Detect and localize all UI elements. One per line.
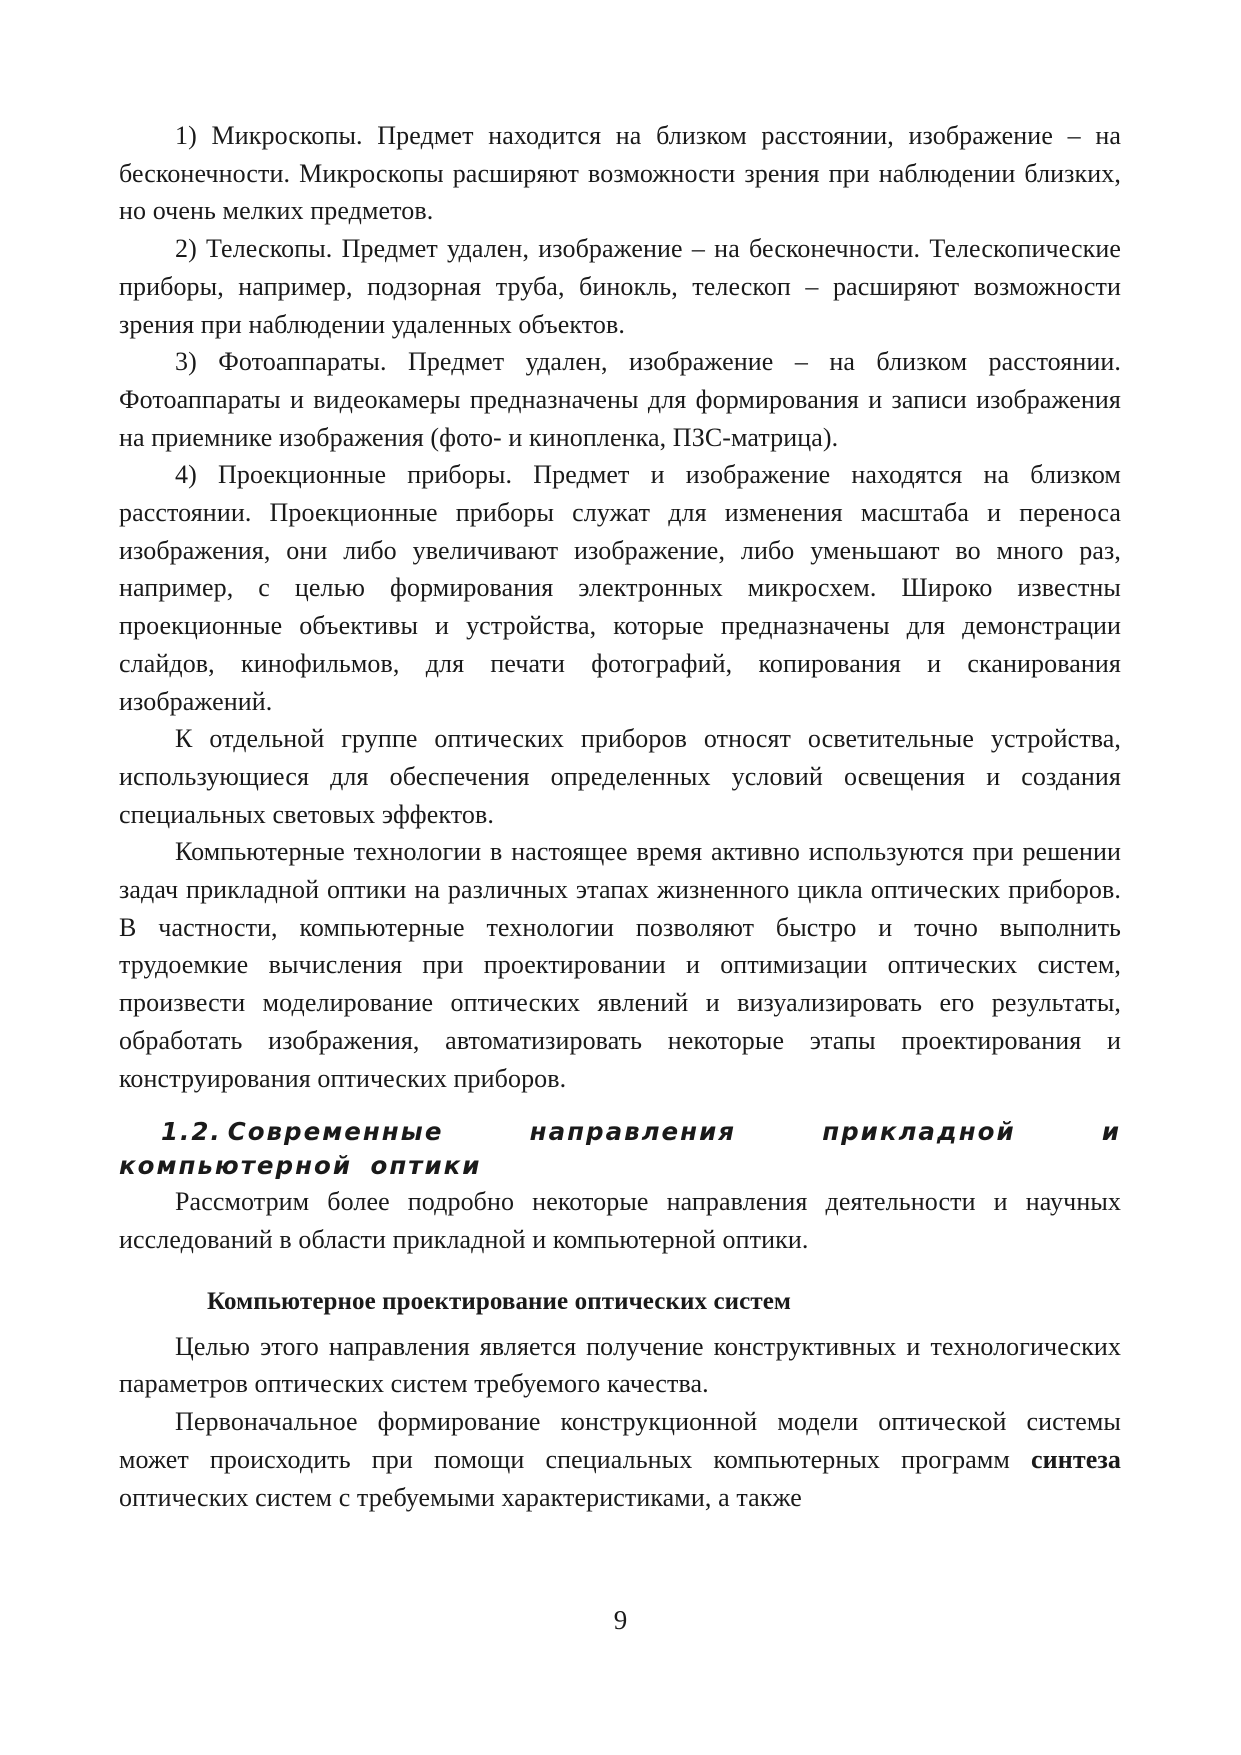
page-number: 9 — [613, 1605, 628, 1635]
paragraph-telescopes: 2) Телескопы. Предмет удален, изображение – на бесконечности. Телескопические приборы, например, подзорная труба, бинокль, телескоп – расширяют возможности зрения при наблюдении удаленных объектов. — [119, 234, 1121, 339]
section-title-text: Современные направления прикладной и компьютерной оптики — [119, 1117, 1121, 1181]
paragraph-design-goal: Целью этого направления является получение конструктивных и технологических параметров оптических систем требуемого качества. — [119, 1331, 1121, 1399]
synthesis-text-after: оптических систем с требуемыми характеристиками, а также — [119, 1482, 802, 1512]
section-heading — [119, 1115, 1121, 1183]
paragraph-design-synthesis — [119, 1403, 1121, 1516]
synthesis-text-before: Первоначальное формирование конструкционной модели оптической системы может происходить при помощи специальных компьютерных программ — [119, 1407, 1121, 1474]
paragraph-cameras: 3) Фотоаппараты. Предмет удален, изображение – на близком расстоянии. Фотоаппараты и видеокамеры предназначены для формирования и записи изображения на приемнике изображения (фото- и кинопленка, ПЗС-матрица). — [119, 347, 1121, 452]
paragraph-microscopes: 1) Микроскопы. Предмет находится на близком расстоянии, изображение – на бесконечности. Микроскопы расширяют возможности зрения при наблюдении близких, но очень мелких предметов. — [119, 121, 1121, 226]
paragraph-section-intro: Рассмотрим более подробно некоторые направления деятельности и научных исследований в области прикладной и компьютерной оптики. — [119, 1187, 1121, 1254]
paragraph-lighting: К отдельной группе оптических приборов относят осветительные устройства, использующиеся для обеспечения определенных условий освещения и создания специальных световых эффектов. — [119, 724, 1121, 829]
section-number: 1.2. — [161, 1117, 222, 1147]
paragraph-projectors: 4) Проекционные приборы. Предмет и изображение находятся на близком расстоянии. Проекционные приборы служат для изменения масштаба и переноса изображения, они либо увеличивают изображение, либо уменьшают во много раз, например, с целью формирования электронных микросхем. Широко известны проекционные объективы и устройства, которые предназначены для демонстрации слайдов, кинофильмов, для печати фотографий, копирования и сканирования изображений. — [119, 460, 1121, 716]
page-body — [119, 117, 1121, 1516]
paragraph-computer-tech: Компьютерные технологии в настоящее время активно используются при решении задач прикладной оптики на различных этапах жизненного цикла оптических приборов. В частности, компьютерные технологии позволяют быстро и точно выполнить трудоемкие вычисления при проектировании и оптимизации оптических систем, произвести моделирование оптических явлений и визуализировать его результаты, обработать изображения, автоматизировать некоторые этапы проектирования и конструирования оптических приборов. — [119, 837, 1121, 1093]
synthesis-term: синтеза — [1031, 1444, 1121, 1474]
subheading-computer-design: Компьютерное проектирование оптических систем — [207, 1287, 792, 1315]
